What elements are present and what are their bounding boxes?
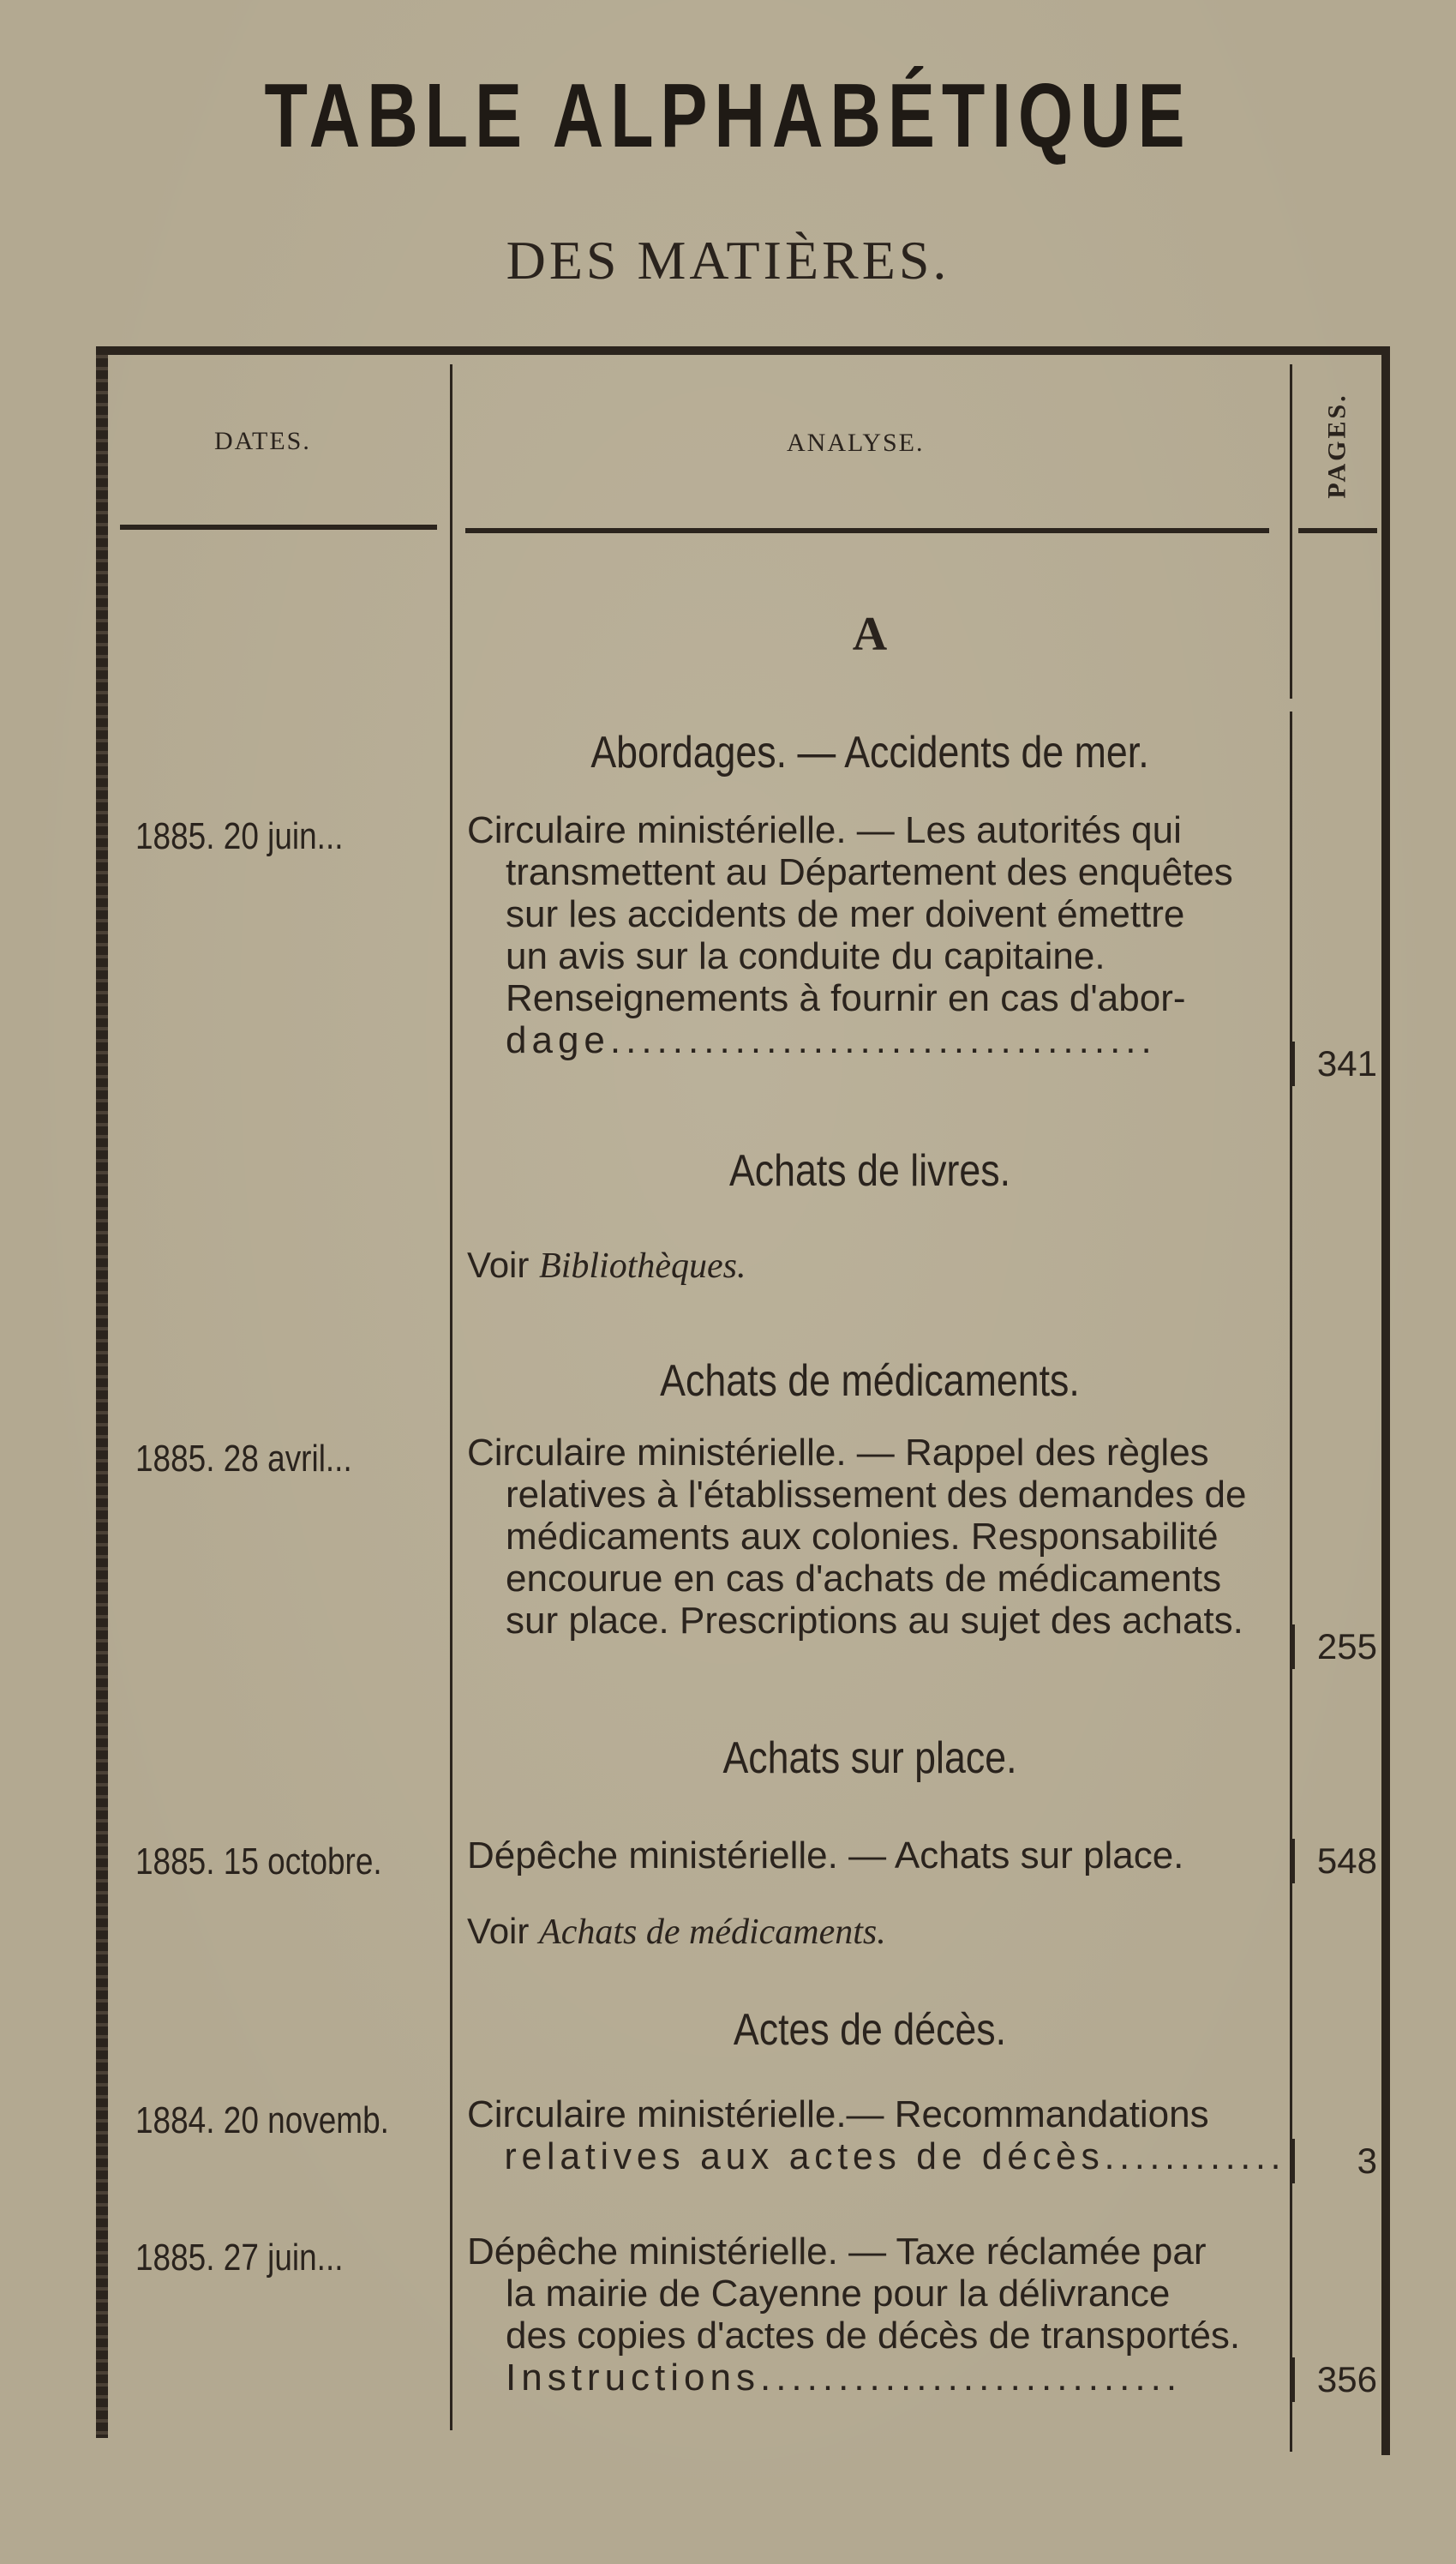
table-left-border	[96, 346, 108, 2438]
entry-line: médicaments aux colonies. Responsabilité	[506, 1516, 1219, 1558]
entry-line: Dépêche ministérielle. — Achats sur place.	[467, 1834, 1184, 1876]
see-also-reference	[467, 1913, 1285, 1950]
entry-line: relatives aux actes de décès............	[504, 2135, 1286, 2177]
subject-heading-abordages: Abordages. — Accidents de mer.	[590, 728, 1149, 778]
page-number: 341	[1316, 1043, 1377, 1084]
entry-line: encourue en cas d'achats de médicaments	[506, 1558, 1222, 1600]
entry-line: des copies d'actes de décès de transportés.	[506, 2315, 1241, 2357]
entry-line: Circulaire ministérielle. — Les autorités qui	[467, 809, 1182, 851]
table-right-border	[1381, 346, 1390, 2455]
entry-text	[467, 809, 1285, 1061]
see-also-target: Bibliothèques.	[539, 1246, 746, 1286]
column-divider-pages	[1290, 712, 1292, 2452]
entry-line: sur les accidents de mer doivent émettre	[506, 893, 1185, 935]
entry-line: Instructions...........................	[506, 2357, 1183, 2399]
column-header-pages-label: PAGES.	[1322, 393, 1351, 499]
subject-heading-achats-livres: Achats de livres.	[728, 1146, 1011, 1196]
page-number-bar	[1292, 1839, 1295, 1883]
entry-text	[467, 1432, 1285, 1642]
page-number-bar	[1292, 1624, 1295, 1669]
entry-date: 1885. 20 juin...	[135, 815, 344, 857]
page-number-bar	[1292, 2357, 1295, 2402]
page-number: 356	[1316, 2359, 1377, 2399]
pages-header-rule	[1298, 528, 1377, 533]
page-subtitle: DES MATIÈRES.	[506, 230, 950, 291]
page-title: TABLE ALPHABÉTIQUE	[264, 65, 1192, 166]
page-number: 255	[1316, 1626, 1377, 1666]
subject-heading-achats-sur-place: Achats sur place.	[722, 1733, 1017, 1783]
analyse-header-rule	[465, 528, 1269, 533]
column-header-analyse: ANALYSE.	[787, 429, 925, 457]
entry-line: un avis sur la conduite du capitaine.	[506, 935, 1105, 977]
entry-date: 1885. 27 juin...	[135, 2237, 344, 2279]
table-top-border	[96, 346, 1388, 355]
entry-text	[467, 1834, 1285, 1876]
entry-line: relatives à l'établissement des demandes de	[506, 1474, 1247, 1516]
entry-line: Circulaire ministérielle. — Rappel des règles	[467, 1432, 1209, 1474]
see-also-target: Achats de médicaments.	[539, 1912, 886, 1952]
entry-line: Dépêche ministérielle. — Taxe réclamée par	[467, 2231, 1207, 2273]
see-also-prefix: Voir	[467, 1245, 540, 1285]
page-number: 3	[1357, 2141, 1377, 2181]
entry-line: transmettent au Département des enquêtes	[506, 851, 1233, 893]
entry-line: dage...................................	[506, 1019, 1157, 1061]
subject-heading-actes-deces: Actes de décès.	[733, 2005, 1007, 2055]
entry-line: Renseignements à fournir en cas d'abor-	[506, 977, 1186, 1019]
entry-line: sur place. Prescriptions au sujet des achats.	[506, 1600, 1243, 1642]
entry-date: 1885. 28 avril...	[135, 1438, 352, 1480]
column-header-dates: DATES.	[214, 427, 311, 455]
entry-line: la mairie de Cayenne pour la délivrance	[506, 2273, 1171, 2315]
see-also-reference	[467, 1247, 1285, 1284]
entry-date: 1885. 15 octobre.	[135, 1840, 382, 1882]
section-letter: A	[852, 608, 888, 661]
entry-text	[467, 2231, 1285, 2399]
page-number-bar	[1292, 1042, 1295, 1086]
see-also-prefix: Voir	[467, 1911, 540, 1951]
dates-header-rule	[120, 525, 437, 530]
column-divider-dates	[450, 364, 452, 2430]
subject-heading-achats-medicaments: Achats de médicaments.	[660, 1356, 1080, 1406]
column-header-pages	[1292, 381, 1382, 510]
entry-line: Circulaire ministérielle.— Recommandations	[467, 2093, 1209, 2135]
entry-date: 1884. 20 novemb.	[135, 2099, 389, 2141]
page-number: 548	[1316, 1840, 1377, 1881]
page-number-bar	[1292, 2139, 1295, 2183]
entry-text	[467, 2093, 1285, 2177]
